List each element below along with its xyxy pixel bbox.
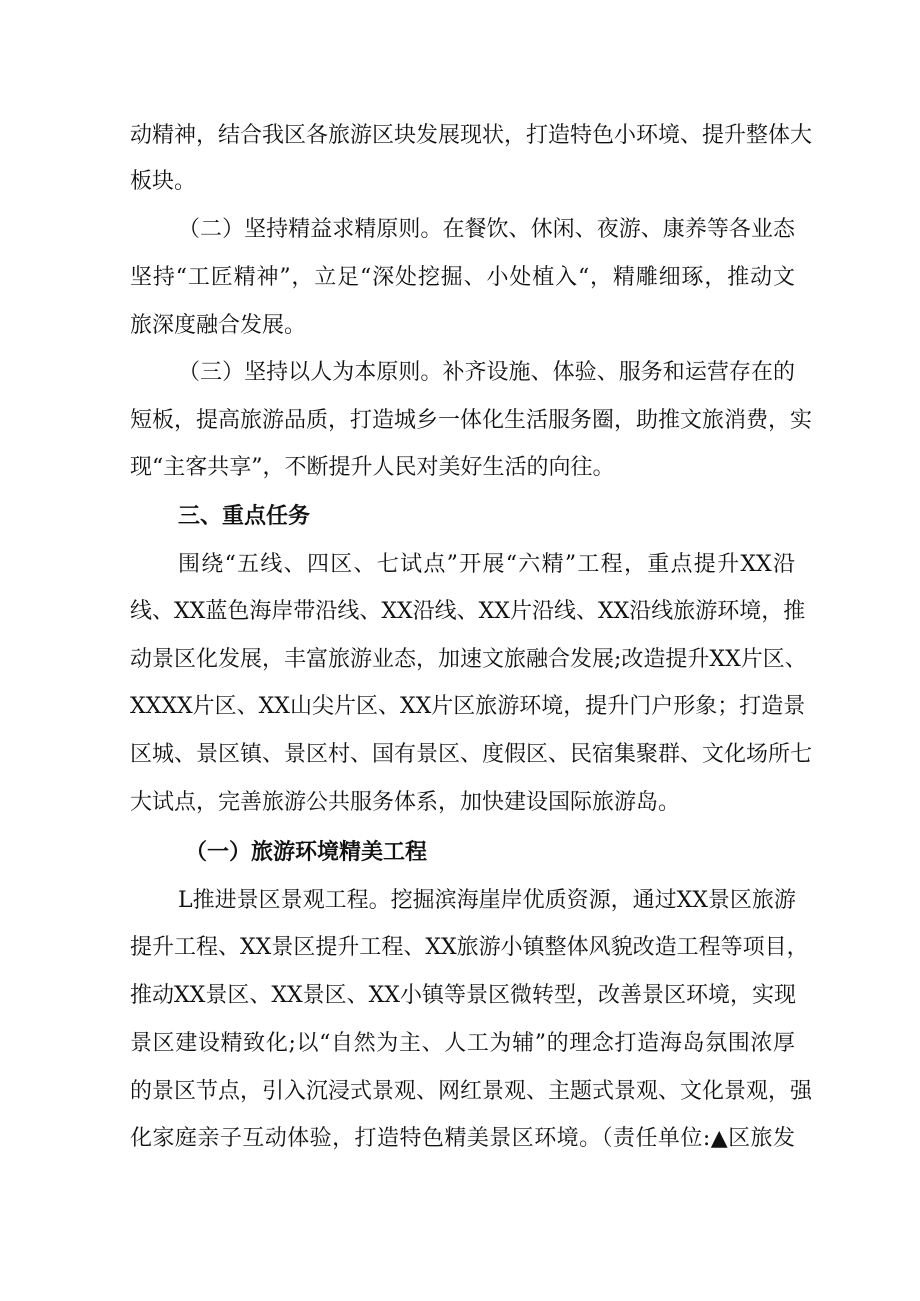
- paragraph-line: 提升工程、XX景区提升工程、XX旅游小镇整体风貌改造工程等项目，: [130, 935, 809, 960]
- paragraph-line: 坚持“工匠精神”，立足“深处挖掘、小处植入“，精雕细琢，推动文: [130, 265, 795, 290]
- paragraph-line: 旅深度融合发展。: [130, 313, 307, 338]
- paragraph-line: 推动XX景区、XX景区、XX小镇等景区微转型，改善景区环境，实现: [130, 983, 796, 1008]
- subsection-heading-environment: （一）旅游环境精美工程: [185, 840, 428, 865]
- paragraph-line: 线、XX蓝色海岸带沿线、XX沿线、XX片沿线、XX沿线旅游环境，推: [130, 599, 806, 624]
- section-heading-key-tasks: 三、重点任务: [178, 504, 311, 529]
- paragraph-line: 化家庭亲子互动体验，打造特色精美景区环境。（责任单位:▲区旅发: [130, 1126, 795, 1151]
- paragraph-line: 的景区节点，引入沉浸式景观、网红景观、主题式景观、文化景观，强: [130, 1079, 813, 1104]
- paragraph-line: 短板，提高旅游品质，打造城乡一体化生活服务圈，助推文旅消费，实: [130, 408, 813, 433]
- paragraph-line: L推进景区景观工程。挖掘滨海崖岸优质资源，通过XX景区旅游: [178, 888, 796, 913]
- paragraph-line: 动景区化发展，丰富旅游业态，加速文旅融合发展;改造提升XX片区、: [130, 647, 807, 672]
- paragraph-line: 围绕“五线、四区、七试点”开展“六精”工程，重点提升XX沿: [178, 552, 795, 577]
- paragraph-line: XXXX片区、XX山尖片区、XX片区旅游环境，提升门户形象；打造景: [130, 694, 806, 719]
- paragraph-line: 现“主客共享”，不断提升人民对美好生活的向往。: [130, 455, 615, 480]
- paragraph-line: 区城、景区镇、景区村、国有景区、度假区、民宿集聚群、文化场所七: [130, 742, 813, 767]
- paragraph-line: 板块。: [130, 169, 197, 194]
- paragraph-line: 动精神，结合我区各旅游区块发展现状，打造特色小环境、提升整体大: [130, 123, 813, 148]
- paragraph-line: 景区建设精致化;以“自然为主、人工为辅”的理念打造海岛氛围浓厚: [130, 1031, 795, 1056]
- principle-2-line: （二）坚持精益求精原则。在餐饮、休闲、夜游、康养等各业态: [178, 217, 795, 242]
- paragraph-line: 大试点，完善旅游公共服务体系，加快建设国际旅游岛。: [130, 790, 681, 815]
- principle-3-line: （三）坚持以人为本原则。补齐设施、体验、服务和运营存在的: [178, 360, 795, 385]
